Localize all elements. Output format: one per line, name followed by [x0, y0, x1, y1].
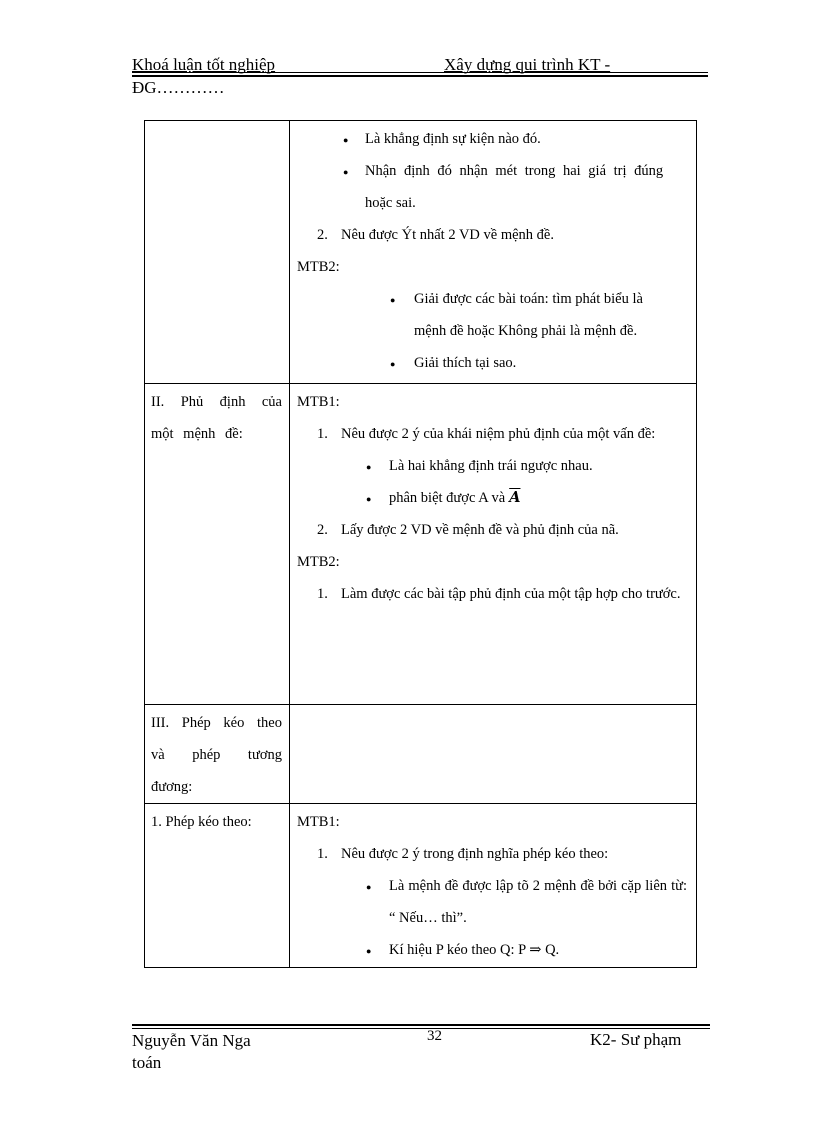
- bullet-icon: [343, 155, 348, 188]
- numbered-item: 1. Làm được các bài tập phủ định của một tập hợp cho trước.: [317, 586, 681, 602]
- level-label: MTB2:: [297, 554, 340, 570]
- list-item: ● Giải thích tại sao.: [297, 347, 687, 379]
- bullet-icon: [366, 934, 371, 967]
- header-right-text: Xây dựng qui trình KT -: [444, 55, 611, 74]
- table-cell-objectives: [290, 705, 697, 804]
- table-cell-topic: [145, 804, 290, 968]
- header-continuation: ĐG…………: [132, 78, 225, 97]
- list-item-continuation: hoặc sai.: [365, 195, 416, 211]
- level-label: MTB1:: [297, 814, 340, 830]
- bullet-icon: [366, 450, 371, 483]
- footer-rule-thick: [132, 1024, 710, 1026]
- level-label: MTB1:: [297, 394, 340, 410]
- bullet-icon: [366, 482, 371, 515]
- table-row: [145, 804, 697, 968]
- table-row: [145, 384, 697, 705]
- table-cell-objectives: [290, 121, 697, 384]
- list-item: ● Nhận định đó nhận mét trong hai giá trị đúng: [297, 155, 687, 187]
- section-title: III. Phép kéo theo và phép tương đương:: [151, 715, 282, 795]
- table-cell-objectives: [290, 804, 697, 968]
- table-cell-objectives: [290, 384, 697, 705]
- footer-author-line2: toán: [132, 1053, 162, 1072]
- footer-author: [132, 1030, 251, 1074]
- table-cell-topic: [145, 384, 290, 705]
- header-rule-thick: [132, 75, 708, 77]
- header-left-text: Khoá luận tốt nghiệp: [132, 55, 276, 74]
- footer-rule: [132, 1028, 710, 1029]
- bullet-icon: [343, 123, 348, 156]
- numbered-item: 1. Nêu được 2 ý trong định nghĩa phép kéo theo:: [317, 846, 609, 862]
- bullet-icon: [390, 347, 395, 380]
- list-item: ● Giải được các bài toán: tìm phát biểu là: [297, 283, 687, 315]
- table-row: [145, 705, 697, 804]
- section-title: II. Phủ định của một mệnh đề:: [151, 394, 282, 442]
- list-item-continuation: mệnh đề hoặc Không phải là mệnh đề.: [414, 323, 638, 339]
- list-item: ● Kí hiệu P kéo theo Q: P ⇒ Q.: [297, 934, 687, 966]
- negation-symbol: $\overline{A}$: [509, 489, 521, 506]
- level-label: MTB2:: [297, 259, 340, 275]
- list-item: ● Là khẳng định sự kiện nào đó.: [297, 123, 687, 155]
- bullet-icon: [390, 283, 395, 316]
- numbered-item: 2. Lấy được 2 VD về mệnh đề và phủ định của nã.: [317, 522, 619, 538]
- table-row: [145, 121, 697, 384]
- list-item: ● phân biệt được A và $\overline{A}$: [297, 482, 687, 514]
- subsection-title: 1. Phép kéo theo:: [151, 814, 252, 830]
- numbered-item: 2. Nêu được Ýt nhất 2 VD về mệnh đề.: [317, 227, 554, 243]
- footer-right-text: K2- Sư phạm: [590, 1030, 682, 1049]
- list-item: ● Là mệnh đề được lập tõ 2 mệnh đề bởi cặp liên từ: “ Nếu… thì”.: [297, 870, 687, 934]
- list-item: ● Là hai khẳng định trái ngược nhau.: [297, 450, 687, 482]
- numbered-item: 1. Nêu được 2 ý của khái niệm phủ định của một vấn đề:: [317, 426, 656, 442]
- footer-author-line1: Nguyễn Văn Nga: [132, 1031, 251, 1050]
- content-table: [144, 120, 697, 968]
- page-number: 32: [427, 1028, 442, 1044]
- header-rule: [132, 72, 708, 73]
- bullet-icon: [366, 870, 371, 903]
- table-cell-topic: [145, 121, 290, 384]
- table-cell-topic: [145, 705, 290, 804]
